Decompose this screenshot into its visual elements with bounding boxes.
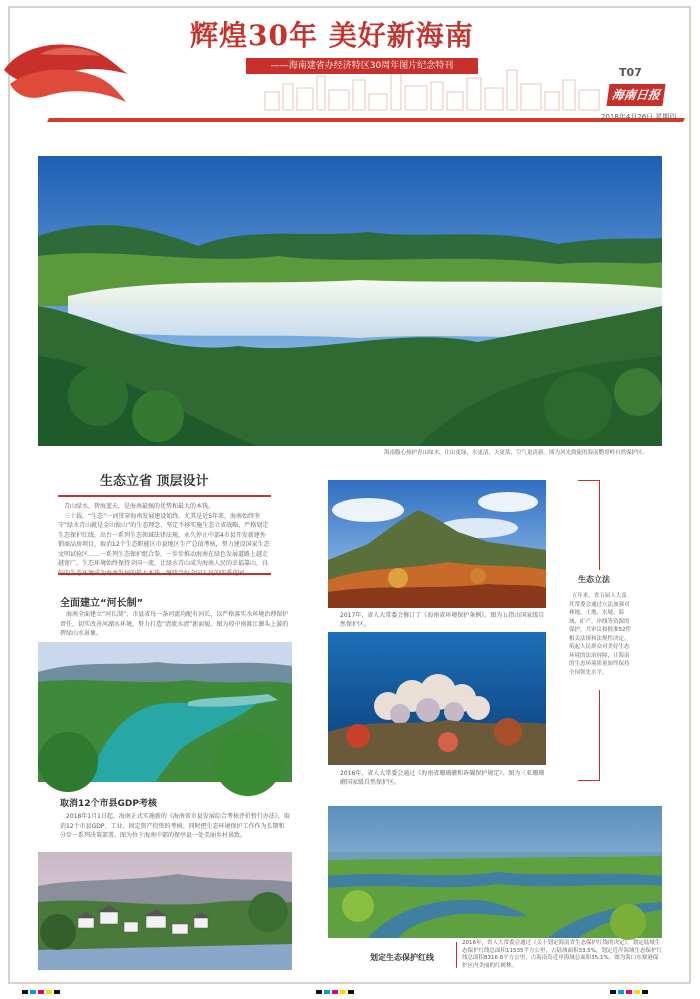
page-subtitle: ——海南建省办经济特区30周年图片纪念特刊 [246, 58, 478, 74]
photo-coral-caption: 2016年，省人大常委会通过《海南省珊瑚礁和砗磲保护规定》。图为三亚珊瑚礁国家级自然保护区。 [340, 770, 545, 786]
photo-wuzhishan-mountain [328, 480, 546, 608]
photo-village [38, 852, 292, 970]
page-title: 辉煌30年 美好新海南 [190, 19, 474, 52]
section1-top-rule [58, 495, 271, 497]
newspaper-logo: 海南日报 [606, 84, 665, 106]
photo-reservoir-lake [38, 642, 292, 782]
section4-bracket-side-lower [599, 690, 600, 780]
section2-body: 海南全面建立“河长制”，市县省每一条河流均配有河长，以严格落实水环境治理保护责任，切实改善河湖水环境，努力打造“清流水清”新面貌。图为琼中南渡江源头上游的碧绿山水景象。 [60, 611, 289, 637]
print-color-marks-left [22, 990, 60, 996]
section4-bracket-side [599, 480, 600, 570]
section1-paragraph-1: 青山绿水，碧海蓝天，是海南最强的优势和最大的本钱。 [64, 503, 215, 510]
section5-caption: 2016年，省人大常委会通过《关于划定海南省生态保护红线的决定》。划定陆域生态保护红线总面积11535平方公里，占陆域面积33.5%，划定近岸海域生态保护红线总面积8316.6平方公里，占海南岛近岸海域总面积35.1%。图为海口东寨港保护区内美丽的红树林。 [462, 940, 662, 969]
section3-body: 2018年1月1日起，海南正式实施新的《海南省市县发展综合考核评价暂行办法》，取消12个市县GDP、工业、固定资产投资的考核。同时把生态环境保护工作作为长期和分步一系列决策部署。图为位于海南中部的保亭县一处美丽乡村景致。 [60, 813, 290, 839]
section-title-eco-province: 生态立省 顶层设计 [100, 474, 209, 489]
section1-bottom-rule [58, 573, 271, 575]
hero-photo-rainforest [38, 156, 662, 446]
section-title-red-line: 划定生态保护红线 [370, 953, 434, 962]
print-color-marks-right [610, 990, 648, 996]
section4-bracket-top [578, 480, 600, 481]
header-red-stripe [47, 118, 685, 122]
section1-paragraph-2: 三十载，“生态”一词贯穿海南发展建设始终。尤其是近5年来，海南始终坚守“绿水青山就是金山银山”的生态理念，坚定不移实施生态立省战略，严格划定生态保护红线，出台一系列生态领域法律法规，永久停止中部4市县开发新建外销商品房项目，取消12个生态职能区市县地区生产总值考核，努力建设国家生态文明试验区……一系列生态保护组合拳，一步步推动海南在绿色发展道路上越走越宽广，生态环境始终保持全国一流，让绿水青山成为海南人民的幸福靠山，良 [58, 512, 270, 567]
page-number: T07 [619, 66, 642, 79]
photo-mangrove-wetland [328, 806, 662, 938]
issue-date: 2018年4月26日 星期四 [601, 113, 677, 121]
section-title-legislation: 生态立法 [578, 575, 610, 584]
section-title-river-chief: 全面建立“河长制” [60, 598, 144, 609]
section-title-gdp: 取消12个市县GDP考核 [60, 799, 157, 809]
section4-body: 五年来，省五届人大及其常委会通过立法加强对林地、土地、水域、海域、矿产、岸线等资源的保护，共审议和批准52件相关法规和法规性决定，筑起人民群众对美好生态环境的法治屏障，让海南的生态环境质量始终保持全国领先水平。 [569, 593, 631, 676]
section4-bracket-bottom [578, 780, 600, 781]
hero-photo-caption: 海南腹心热护青山绿水，让山更绿，水更清，天更蓝，空气更清新。图为风光旖旎的海南鹦哥岭自然保护区。 [384, 450, 649, 456]
photo-coral-reef [328, 632, 546, 765]
red-ribbon-decoration [0, 24, 130, 114]
print-color-marks-center [316, 990, 354, 996]
section5-divider [456, 942, 457, 968]
section1-body [58, 502, 271, 569]
photo-wuzhishan-caption: 2017年，省人大常委会修订了《海南省环境保护条例》。图为五指山国家级自然保护区。 [340, 612, 545, 628]
